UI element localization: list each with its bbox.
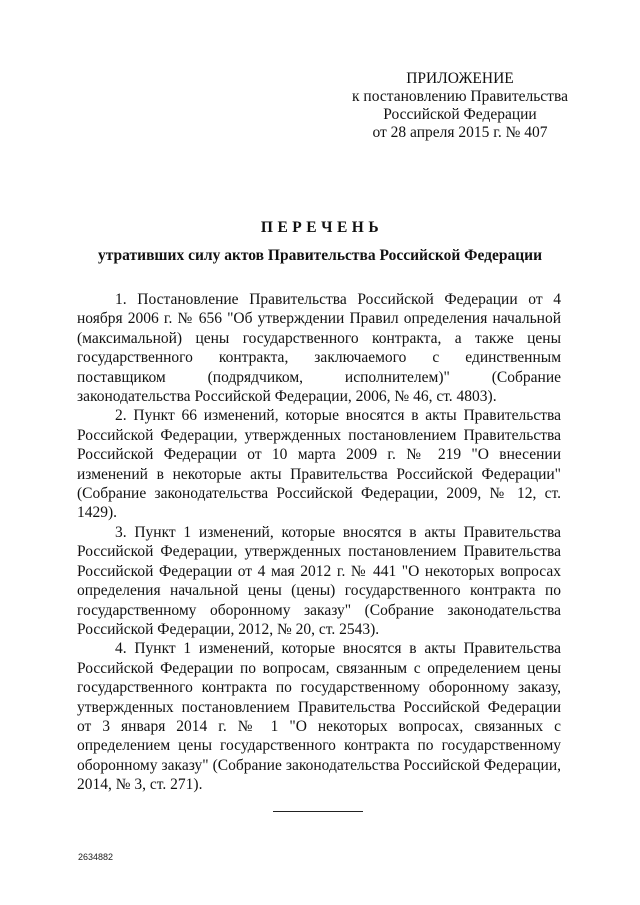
list-item: 2. Пункт 66 изменений, которые вносятся в акты Правительства Российской Федерации, утвержденных постановлением Правительства Российской Федерации от 10 марта 2009 г. № 219 "О внесении изменений в некоторые акты Правительства Российской Федерации" (Собрание законодательства Российской Федерации, 2009, № 12, ст. 1429).	[77, 407, 561, 522]
list-item: 4. Пункт 1 изменений, которые вносятся в акты Правительства Российской Федерации по вопросам, связанным с определением цены государственного контракта по государственному оборонному заказу, утвержденных постановлением Правительства Российской Федерации от 3 января 2014 г. № 1 "О некоторых вопросах, связанных с определением цены государственного контракта по государственному оборонному заказу" (Собрание законодательства Российской Федерации, 2014, № 3, ст. 271).	[77, 640, 561, 794]
annex-authority: Российской Федерации	[383, 106, 537, 123]
annex-label: ПРИЛОЖЕНИЕ	[406, 70, 514, 87]
annex-date-number: от 28 апреля 2015 г. № 407	[372, 124, 548, 141]
list-item: 3. Пункт 1 изменений, которые вносятся в акты Правительства Российской Федерации, утвержденных постановлением Правительства Российской Федерации от 4 мая 2012 г. № 441 "О некоторых вопросах определения начальной цены (цены) государственного контракта по государственному оборонному заказу" (Собрание законодательства Российской Федерации, 2012, № 20, ст. 2543).	[77, 523, 561, 638]
annex-header	[330, 70, 590, 142]
closing-divider	[273, 811, 363, 812]
list-item: 1. Постановление Правительства Российской Федерации от 4 ноября 2006 г. № 656 "Об утверждении Правил определения начальной (максимальной) цены государственного контракта, а также цены государственного контракта, заключаемого с единственным поставщиком (подрядчиком, исполнителем)" (Собрание законодательства Российской Федерации, 2006, № 46, ст. 4803).	[77, 291, 561, 406]
document-subtitle: утративших силу актов Правительства Российской Федерации	[98, 247, 542, 264]
document-body	[77, 290, 561, 795]
annex-reference: к постановлению Правительства	[352, 88, 568, 105]
document-title: ПЕРЕЧЕНЬ	[260, 219, 384, 236]
document-title-block	[0, 218, 640, 266]
document-code: 2634882	[78, 852, 114, 862]
